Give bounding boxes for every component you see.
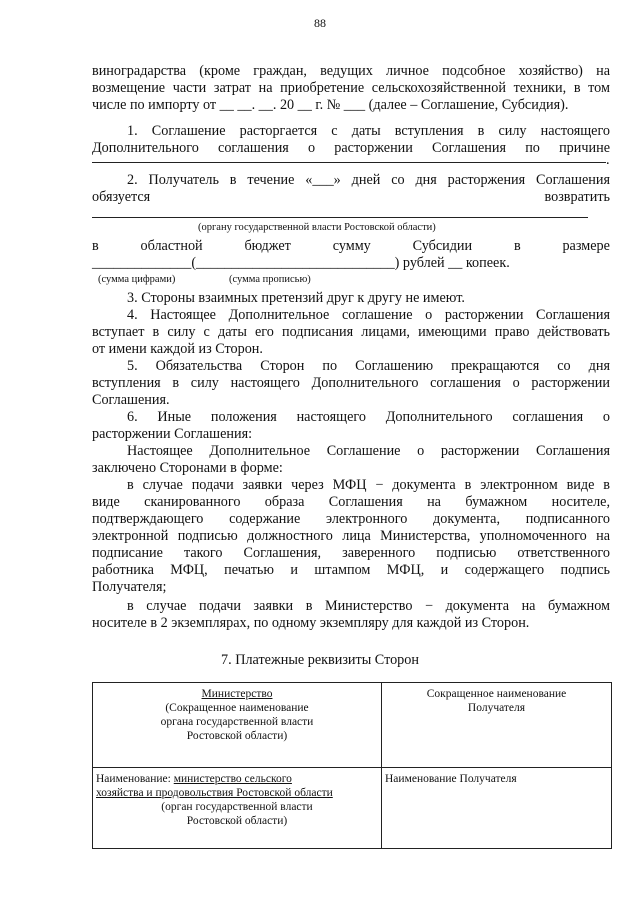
- ministry-name-1: министерство сельского: [173, 773, 292, 785]
- ministry-sub-3: Ростовской области): [186, 730, 288, 742]
- organ-blank-line: [92, 217, 588, 218]
- mfc-line-1: в случае подачи заявки через МФЦ − документа в электронном виде в: [127, 477, 610, 493]
- intro-line-1: виноградарства (кроме граждан, ведущих личное подсобное хозяйство) на: [92, 63, 610, 79]
- clause-4-line-1: 4. Настоящее Дополнительное соглашение о расторжении Соглашения: [127, 307, 610, 323]
- caption-sum-figures: (сумма цифрами): [98, 274, 176, 285]
- ministry-title: Министерство: [201, 688, 273, 700]
- recipient-name-label: Наименование Получателя: [385, 773, 517, 785]
- clause-4-line-2: вступает в силу с даты его подписания лицами, имеющими право действовать: [92, 324, 610, 340]
- name-label: Наименование:: [96, 773, 171, 785]
- clause-6-line-1: 6. Иные положения настоящего Дополнительного соглашения о: [127, 409, 610, 425]
- ministry-name-cell: [93, 768, 382, 849]
- clause-3: 3. Стороны взаимных претензий друг к другу не имеют.: [127, 290, 465, 306]
- word: в: [92, 238, 99, 254]
- clause-1-line-2: Дополнительного соглашения о расторжении Соглашения по причине: [92, 140, 610, 156]
- mfc-line-5: подписание такого Соглашения, заверенного подписью ответственного: [92, 545, 610, 561]
- word: областной: [140, 238, 203, 254]
- recipient-short-name-1: Сокращенное наименование: [426, 688, 567, 700]
- mfc-line-3: подтверждающего содержание электронного документа, подписанного: [92, 511, 610, 527]
- ministry-line-1: в случае подачи заявки в Министерство − документа на бумажном: [127, 598, 610, 614]
- recipient-name-cell: [382, 768, 612, 849]
- word: в: [513, 238, 521, 254]
- word: размере: [562, 238, 610, 254]
- clause-1-line-3-end: .: [606, 152, 610, 168]
- word: сумму: [332, 238, 371, 254]
- ministry-name-2: хозяйства и продовольствия Ростовской области: [96, 787, 333, 799]
- ministry-name-sub-2: Ростовской области): [186, 815, 288, 827]
- clause-5-line-1: 5. Обязательства Сторон по Соглашению прекращаются со дня: [127, 358, 610, 374]
- intro-line-3: числе по импорту от __ __. __. 20 __ г. № ___ (далее – Соглашение, Субсидия).: [92, 97, 569, 113]
- word: бюджет: [244, 238, 291, 254]
- clause-5-line-3: Соглашения.: [92, 392, 170, 408]
- payment-requisites-table: [92, 682, 612, 849]
- mfc-line-7: Получателя;: [92, 579, 167, 595]
- clause-6-line-3: Настоящее Дополнительное Соглашение о расторжении Соглашения: [127, 443, 610, 459]
- clause-6-line-2: расторжении Соглашения:: [92, 426, 253, 442]
- reason-blank-line: [92, 162, 606, 163]
- clause-1-line-1: 1. Соглашение расторгается с даты вступления в силу настоящего: [127, 123, 610, 139]
- caption-organ: (органу государственной власти Ростовской области): [198, 222, 436, 233]
- clause-6-line-4: заключено Сторонами в форме:: [92, 460, 283, 476]
- mfc-line-4: электронной подписью должностного лица Министерства, уполномоченного на: [92, 528, 610, 544]
- section-7-title: 7. Платежные реквизиты Сторон: [221, 652, 419, 668]
- ministry-sub-2: органа государственной власти: [160, 716, 314, 728]
- caption-sum-words: (сумма прописью): [229, 274, 311, 285]
- clause-2-amount-line: ______________(____________________________) рублей __ копеек.: [92, 255, 510, 271]
- clause-5-line-2: вступления в силу настоящего Дополнительного соглашения о расторжении: [92, 375, 610, 391]
- ministry-sub-1: (Сокращенное наименование: [165, 702, 309, 714]
- clause-4-line-3: от имени каждой из Сторон.: [92, 341, 263, 357]
- clause-2-line-1: 2. Получатель в течение «___» дней со дня расторжения Соглашения: [127, 172, 610, 188]
- clause-2-line-2: [92, 189, 610, 206]
- word: Субсидии: [412, 238, 473, 254]
- clause-2-return-word: возвратить: [544, 189, 610, 205]
- ministry-line-2: носителе в 2 экземплярах, по одному экземпляру для каждой из Сторон.: [92, 615, 530, 631]
- ministry-name-sub-1: (орган государственной власти: [161, 801, 313, 813]
- ministry-header-cell: [93, 683, 382, 768]
- page-number: 88: [314, 16, 326, 30]
- clause-2-obliged-word: обязуется: [92, 189, 151, 205]
- mfc-line-2: виде сканированного образа Соглашения на бумажном носителе,: [92, 494, 610, 510]
- table-row: [93, 683, 612, 768]
- clause-2-line-4: [92, 238, 610, 255]
- recipient-header-cell: [382, 683, 612, 768]
- table-row: [93, 768, 612, 849]
- intro-line-2: возмещение части затрат на приобретение сельскохозяйственной техники, в том: [92, 80, 610, 96]
- mfc-line-6: работника МФЦ, печатью и штампом МФЦ, и содержащего подпись: [92, 562, 610, 578]
- recipient-short-name-2: Получателя: [467, 702, 526, 714]
